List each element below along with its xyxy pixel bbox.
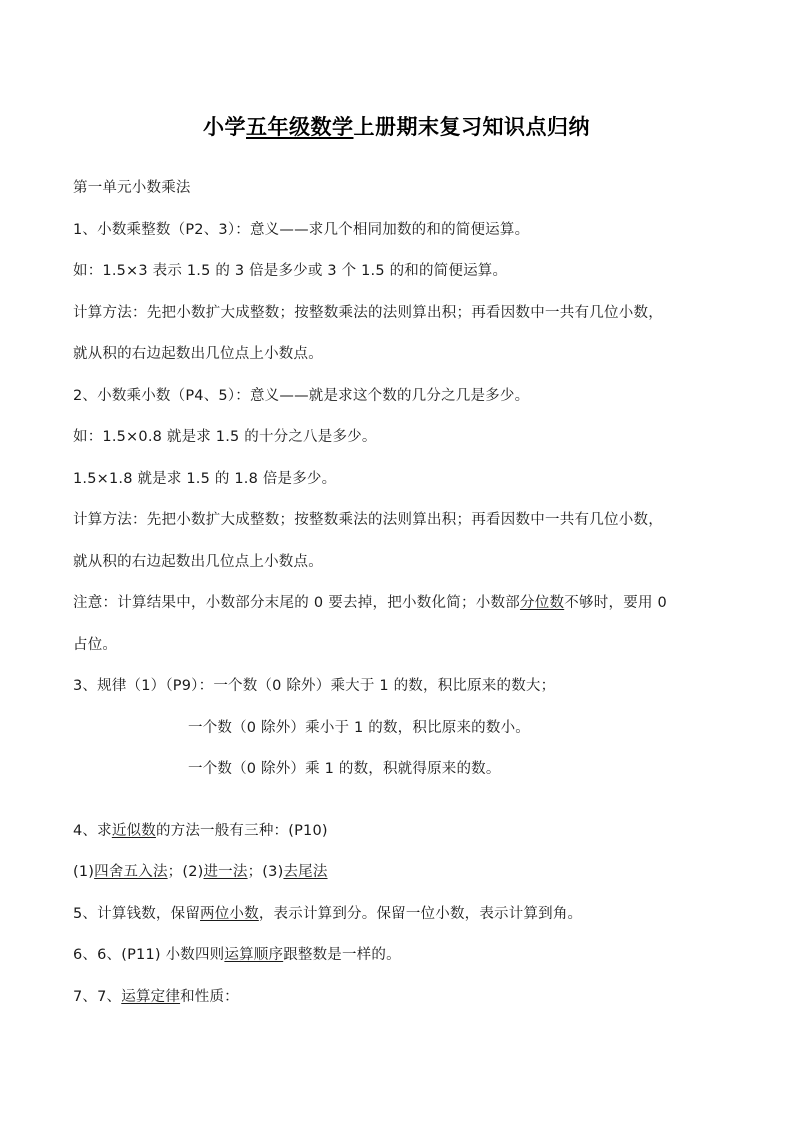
approximation-underlined: 近似数 [111,822,156,839]
money-rounding-after: ，表示计算到分。保留一位小数，表示计算到角。 [258,905,583,922]
approximation-line [73,811,723,853]
section-heading: 第一单元小数乘法 [73,180,191,196]
operation-law-before: 7、7、 [73,988,122,1005]
paragraph-line: 2、小数乘小数（P4、5）：意义——就是求这个数的几分之几是多少。 [73,387,530,404]
operation-order-before: 6、6、(P11) 小数四则 [73,947,225,963]
operation-order-underlined: 运算顺序 [224,947,284,963]
note-line-before: 注意：计算结果中，小数部分末尾的 0 要去掉，把小数化简；小数部 [73,595,520,611]
method-sep-2: ；(3) [247,864,284,880]
money-rounding-line [73,894,723,936]
method-name-3: 去尾法 [283,864,328,880]
approximation-prefix: 4、求 [73,822,112,839]
paragraph-line: 1.5×1.8 就是求 1.5 的 1.8 倍是多少。 [73,470,337,487]
note-line-after: 不够时，要用 0 [564,595,668,611]
rule-line: 3、规律（1）（P9）：一个数（0 除外）乘大于 1 的数，积比原来的数大； [73,678,556,694]
operation-law-underlined: 运算定律 [121,988,181,1005]
operation-law-after: 和性质： [180,988,239,1005]
operation-order-line [73,935,723,977]
document-body [73,168,723,1018]
paragraph-line: 占位。 [73,636,118,653]
paragraph-line: 就从积的右边起数出几位点上小数点。 [73,346,323,362]
rule-line: 一个数（0 除外）乘 1 的数，积就得原来的数。 [188,761,501,777]
paragraph-line: 如：1.5×0.8 就是求 1.5 的十分之八是多少。 [73,429,377,445]
page-title [0,112,793,142]
operation-order-after: 跟整数是一样的。 [283,947,401,963]
rule-line: 一个数（0 除外）乘小于 1 的数，积比原来的数小。 [188,719,530,736]
methods-line [73,852,723,894]
title-part-underlined: 五年级数学 [246,115,354,140]
paragraph-line: 1、小数乘整数（P2、3）：意义——求几个相同加数的和的简便运算。 [73,221,530,238]
method-name-2: 进一法 [203,864,248,880]
paragraph-line: 计算方法：先把小数扩大成整数；按整数乘法的法则算出积；再看因数中一共有几位小数， [73,512,663,528]
paragraph-line: 如：1.5×3 表示 1.5 的 3 倍是多少或 3 个 1.5 的和的简便运算。 [73,263,508,279]
operation-law-line [73,977,723,1019]
approximation-suffix: 的方法一般有三种：(P10) [155,822,328,839]
paragraph-line: 就从积的右边起数出几位点上小数点。 [73,553,323,570]
method-label-1: (1) [73,864,95,880]
money-rounding-before: 5、计算钱数，保留 [73,905,201,922]
method-sep-1: ；(2) [167,864,204,880]
money-rounding-underlined: 两位小数 [200,905,259,922]
paragraph-line: 计算方法：先把小数扩大成整数；按整数乘法的法则算出积；再看因数中一共有几位小数， [73,304,663,321]
title-part-after: 上册期末复习知识点归纳 [353,115,590,140]
method-name-1: 四舍五入法 [94,864,168,880]
title-part-before: 小学 [203,115,246,140]
note-line-underlined: 分位数 [519,595,565,611]
note-line [73,583,723,625]
